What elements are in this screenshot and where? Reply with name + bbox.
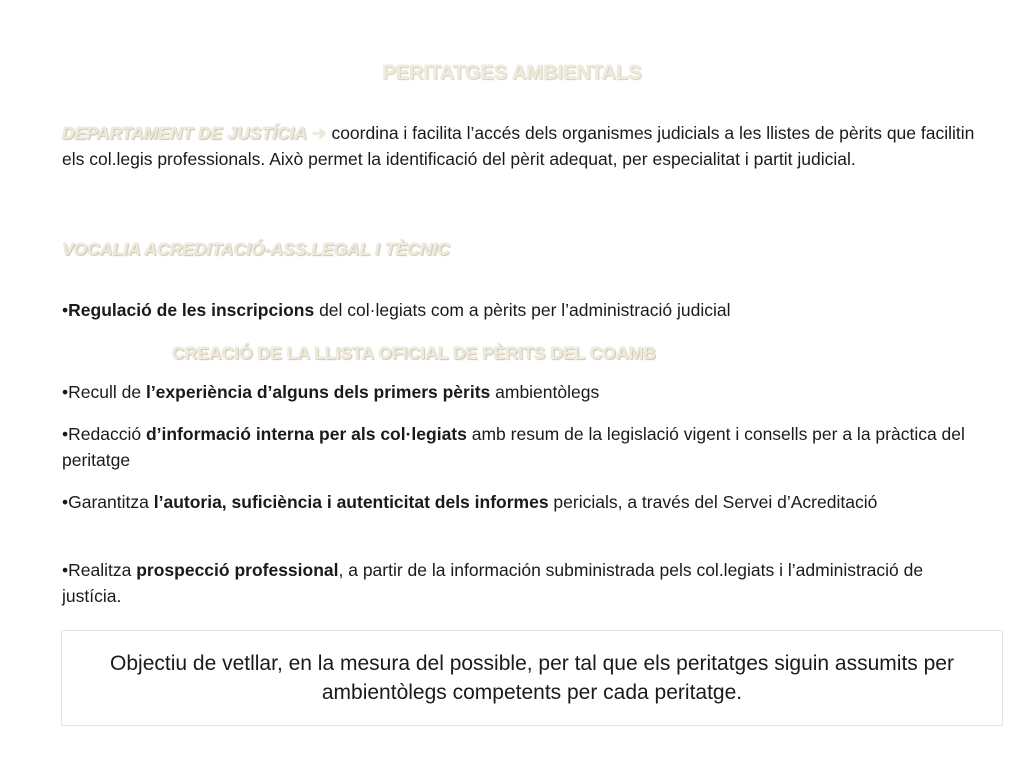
bullet-realitza <box>62 557 982 609</box>
bullet-rest: amb resum de la legislació vigent i consells per a la pràctica del peritatge <box>62 424 965 470</box>
bullet-prefix: •Recull de <box>62 382 146 402</box>
creacio-label: CREACIÓ DE LA LLISTA OFICIAL DE PÈRITS DEL COAMB <box>172 343 656 363</box>
creacio-heading <box>172 340 656 366</box>
bullet-rest: del col·legiats com a pèrits per l’administració judicial <box>314 300 731 320</box>
slide-title: PERITATGES AMBIENTALS <box>382 62 642 84</box>
bullet-redaccio <box>62 421 982 473</box>
bullet-bold: l’experiència d’alguns dels primers pèrits <box>145 382 491 402</box>
bullet-garantitza <box>62 489 982 515</box>
vocalia-label: VOCALIA ACREDITACIÓ-ASS.LEGAL I TÈCNIC <box>62 239 450 259</box>
bullet-rest: pericials, a través del Servei d’Acreditació <box>548 492 878 512</box>
bullet-recull <box>62 379 982 405</box>
bullet-regulacio <box>62 297 982 323</box>
bullet-prefix: •Garantitza <box>62 492 154 512</box>
bullet-bold: Regulació de les inscripcions <box>68 300 315 320</box>
arrow-right-icon: ➔ <box>311 123 327 143</box>
bullet-prefix: • <box>62 300 69 320</box>
bullet-bold: d’informació interna per als col·legiats <box>145 424 467 444</box>
bullet-bold: l’autoria, suficiència i autenticitat dels informes <box>153 492 549 512</box>
vocalia-heading <box>62 236 982 262</box>
bullet-prefix: •Realitza <box>62 560 137 580</box>
department-paragraph <box>62 120 982 172</box>
bullet-rest: , a partir de la información subministrada pels col.legiats i l’administració de justícia. <box>62 560 924 606</box>
objective-box <box>61 630 1003 726</box>
bullet-rest: ambientòlegs <box>490 382 600 402</box>
objective-text: Objectiu de vetllar, en la mesura del possible, per tal que els peritatges siguin assumits per ambientòlegs competents per cada peritatge. <box>110 652 954 704</box>
department-label: DEPARTAMENT DE JUSTÍCIA <box>62 123 308 143</box>
bullet-bold: prospecció professional <box>136 560 339 580</box>
bullet-prefix: •Redacció <box>62 424 146 444</box>
department-text: coordina i facilita l’accés dels organismes judicials a les llistes de pèrits que facilitin els col.legis professionals. Això permet la identificació del pèrit adequat, per especialitat i partit judicial. <box>62 123 975 169</box>
